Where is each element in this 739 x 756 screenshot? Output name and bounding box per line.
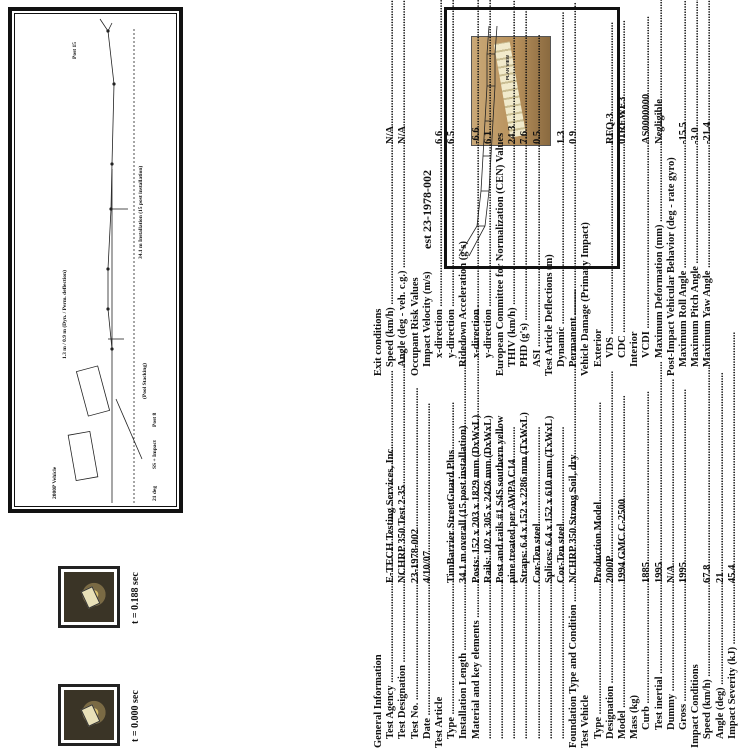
data-row [507, 378, 519, 748]
data-row-value: 6.5 [446, 130, 458, 144]
data-row-value: -21.4 [702, 122, 714, 144]
data-row [483, 378, 495, 748]
data-row-value: Production Model [592, 501, 604, 583]
data-row [605, 6, 617, 376]
data-row [519, 6, 531, 376]
installation-label: 34.1 m Installation (15 post installation) [138, 165, 144, 259]
data-row [544, 6, 556, 376]
frame-time-label: t = 0.188 sec [130, 572, 141, 624]
data-row [605, 378, 617, 748]
data-row-label: THIV (km/h) ..... [507, 144, 519, 376]
data-row-label: Maximum Pitch Angle ..... [690, 144, 702, 376]
data-row-value: 1.3 [556, 130, 568, 144]
data-row [446, 378, 458, 748]
data-row [385, 378, 397, 748]
data-row-label: Test Article Deflections (m) [543, 254, 555, 376]
data-row [495, 6, 507, 376]
data-row-label: Foundation Type and Condition ..... [568, 583, 580, 748]
data-row-value: RFQ-3 [604, 113, 616, 144]
data-row [580, 378, 592, 748]
data-row-label: Test Designation ..... [397, 583, 409, 748]
data-row-label: Interior [629, 331, 641, 367]
data-row [507, 6, 519, 376]
data-row [544, 378, 556, 748]
data-row-label [483, 583, 495, 748]
post15-label: Post 15 [72, 42, 78, 59]
data-row-value: 67.8 [702, 564, 714, 583]
post8-label: Post 8 [152, 412, 158, 427]
data-row-label [495, 583, 507, 748]
data-row-value: -15.5 [678, 122, 690, 144]
data-row [568, 6, 580, 376]
data-row-value: Splices: 6.4 x 152 x 610 mm (TxWxL) [543, 415, 555, 583]
data-row-value: 4/10/07 [421, 550, 433, 583]
data-row-value: E-TECH Testing Services, Inc. [385, 446, 397, 583]
data-row-label: y-direction ..... [446, 144, 458, 376]
data-row-value: 23-1978-002 [409, 528, 421, 583]
data-row-label: Speed (km/h) ..... [385, 144, 397, 376]
data-row-label: Maximum Deformation (mm) ..... [654, 144, 666, 376]
data-row-label: Type ..... [446, 583, 458, 748]
data-row-label: Dummy ..... [666, 583, 678, 748]
data-row [666, 378, 678, 748]
deflection-label: 1.3 m / 0.9 m (Dyn. / Perm. deflection) [62, 270, 68, 359]
data-row-label: General Information [373, 654, 384, 748]
soil-label: (Pool Stacking) [142, 363, 148, 399]
data-row-label: Type ..... [593, 583, 605, 748]
data-row-label: x-direction ..... [471, 144, 483, 376]
data-row-value: 34.1 m overall (15 post installation) [458, 425, 470, 583]
data-row-value: N/A [665, 564, 677, 583]
data-row-label: European Committee for Normalization (CEN) Values [495, 132, 507, 376]
data-row-label: Test Agency ..... [385, 583, 397, 748]
data-row-value: NCHRP 350 Strong Soil, dry [568, 454, 580, 583]
data-row-label: Maximum Yaw Angle ..... [702, 144, 714, 376]
data-row-label: Occupant Risk Values [409, 277, 421, 376]
impact-photo-frame [58, 684, 120, 746]
angle-label: 21 deg [152, 485, 158, 501]
plan-drawing [12, 13, 177, 509]
data-row-label: Angle (deg - veh. c.g.) ..... [397, 144, 409, 376]
footer-test-number: est 23-1978-002 [420, 170, 434, 249]
data-row [434, 378, 446, 748]
data-row [397, 378, 409, 748]
data-row-label: Ridedown Acceleration (g's) [458, 241, 470, 367]
data-row [727, 378, 739, 748]
data-row-value: AS0000000 [641, 93, 653, 144]
data-row [434, 6, 446, 376]
data-row [666, 6, 678, 376]
data-row-value: 2000P [604, 555, 616, 583]
data-row-label: Test Vehicle [580, 695, 592, 748]
data-row-label: ASI ..... [532, 144, 544, 376]
data-row [556, 6, 568, 376]
data-row-label: Impact Severity (kJ) ..... [727, 583, 739, 748]
data-row-label [507, 583, 519, 748]
data-row-label: Model ..... [617, 583, 629, 748]
data-row-label: Impact Conditions [690, 664, 702, 748]
data-row [629, 6, 641, 376]
data-row-value: TimBarrier StreetGuard Plus [446, 450, 458, 583]
data-row-label: x-direction ..... [434, 144, 446, 376]
data-row [641, 378, 653, 748]
data-row [458, 378, 470, 748]
data-row [654, 378, 666, 748]
impact-label: SS + Impact [152, 440, 158, 469]
data-row [690, 378, 702, 748]
data-row [385, 6, 397, 376]
data-row [483, 6, 495, 376]
data-row-value: -6.6 [470, 127, 482, 144]
data-row-value: 6.6 [434, 130, 446, 144]
data-row-label: PHD (g's) ..... [519, 144, 531, 376]
data-row-label: Post-Impact Vehicular Behavior (deg - rate gyro) [665, 157, 677, 376]
data-row-label: Speed (km/h) ..... [702, 583, 714, 748]
data-row [568, 378, 580, 748]
data-row [397, 6, 409, 376]
data-row-value: 1995 [653, 562, 665, 583]
data-row [715, 378, 727, 748]
data-row-label: Dynamic ..... [556, 144, 568, 376]
data-row [617, 378, 629, 748]
data-row-label: Material and key elements ..... [471, 583, 483, 748]
data-row-value: pine treated per AWPA C14 [507, 459, 519, 583]
data-row-label: Mass (kg) [629, 694, 641, 739]
data-row [702, 378, 714, 748]
data-row [446, 6, 458, 376]
data-row-value: Post and rails #1 S4S southern yellow [495, 415, 507, 583]
general-information-column [373, 378, 739, 748]
data-row-label: y-direction ..... [483, 144, 495, 376]
data-row-label: CDC ..... [617, 144, 629, 376]
data-row-label: VDS ..... [605, 144, 617, 376]
data-row [593, 378, 605, 748]
data-row-label [556, 583, 568, 748]
data-row [629, 378, 641, 748]
data-row [471, 378, 483, 748]
data-row [580, 6, 592, 376]
data-row-label: Test No. ..... [410, 583, 422, 748]
data-row [532, 6, 544, 376]
data-row-value: 0.9 [568, 130, 580, 144]
data-row-value: N/A [397, 125, 409, 144]
data-row-value: 1885 [641, 562, 653, 583]
data-row-value: 21 [714, 572, 726, 583]
data-row [617, 6, 629, 376]
data-row [678, 6, 690, 376]
data-row-value: 1994 GMC C-2500 [617, 499, 629, 583]
data-row-label: Impact Velocity (m/s) [421, 271, 433, 367]
data-row-value: N/A [385, 125, 397, 144]
data-row-value: 45.4 [726, 564, 738, 583]
data-row-value: 7.6 [519, 130, 531, 144]
data-row-label: Date ..... [422, 583, 434, 748]
data-row-value: Cor-Ten steel [556, 523, 568, 583]
data-row [641, 6, 653, 376]
plan-view-label: PLAN VIEW [505, 54, 510, 80]
data-row-label: Permanent ..... [568, 144, 580, 376]
data-row-value: 1995 [678, 562, 690, 583]
data-row-value: Rails: 102 x 305 x 2426 mm (DxWxL) [482, 415, 494, 583]
data-row-label: Angle (deg) ..... [715, 583, 727, 748]
data-row-value: 24.3 [507, 125, 519, 144]
data-row-label: Gross ..... [678, 583, 690, 748]
data-row-label: Exit conditions [373, 308, 384, 376]
data-row [373, 378, 385, 748]
data-row-label: Test inertial ..... [654, 583, 666, 748]
data-row [422, 378, 434, 748]
data-row [532, 378, 544, 748]
data-row-label [519, 583, 531, 748]
data-row [702, 6, 714, 376]
data-row [471, 6, 483, 376]
data-row-value: Negligible [653, 99, 665, 144]
data-row-value: 6.1 [482, 130, 494, 144]
data-row-value: 0.5 [531, 130, 543, 144]
data-row-label: Maximum Roll Angle ..... [678, 144, 690, 376]
plan-drawing-box [8, 7, 183, 513]
data-row-label: VCDI ..... [641, 144, 653, 376]
data-row [654, 6, 666, 376]
data-row-value: Cor-Ten steel [531, 523, 543, 583]
data-row [373, 6, 385, 376]
data-row-label [544, 583, 556, 748]
data-row [690, 6, 702, 376]
frame-time-label: t = 0.000 sec [130, 690, 141, 742]
data-row-label: Vehicle Damage (Primary Impact) [580, 222, 592, 376]
impact-photo-frame [58, 566, 120, 628]
data-row-value: Posts: 152 x 203 x 1829 mm (DxWxL) [470, 414, 482, 583]
vehicle-label: 2000P Vehicle [52, 466, 58, 499]
data-row [593, 6, 605, 376]
data-row-label: Test Article [434, 696, 446, 748]
data-row [495, 378, 507, 748]
data-row [458, 6, 470, 376]
data-row [519, 378, 531, 748]
data-row-value: -3.0 [690, 127, 702, 144]
data-row-value: NCHRP 350 Test 2-35 [397, 485, 409, 583]
data-row-value: Straps: 6.4 x 152 x 2286 mm (TxWxL) [519, 412, 531, 583]
data-row [556, 378, 568, 748]
data-row-label: Exterior [592, 329, 604, 367]
data-row-label: Designation ..... [605, 583, 617, 748]
data-row-label: Curb ..... [641, 583, 653, 748]
data-row [678, 378, 690, 748]
data-row-label [532, 583, 544, 748]
data-row-value: 01RFWE3 [617, 96, 629, 144]
data-row-label: Installation Length ..... [458, 583, 470, 748]
data-row [410, 378, 422, 748]
